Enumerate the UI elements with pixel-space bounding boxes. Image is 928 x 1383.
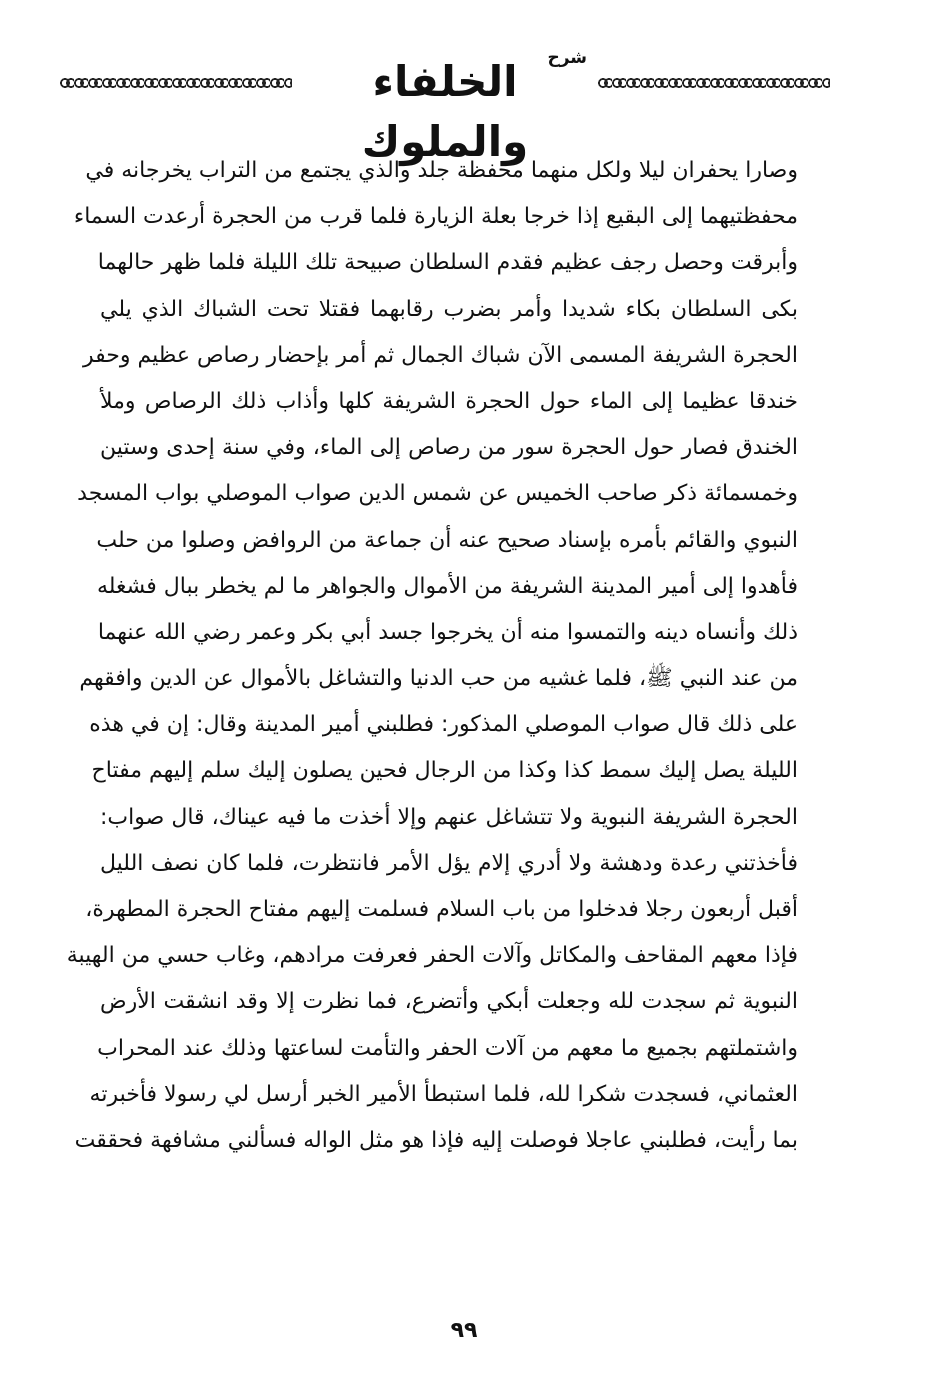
page-number: ٩٩ <box>450 1318 478 1343</box>
text-line: بما رأيت، فطلبني عاجلا فوصلت إليه فإذا هو مثل الواله فسألني مشافهة فحققت <box>74 1127 798 1153</box>
text-line: وصارا يحفران ليلا ولكل منهما محفظة جلد والذي يجتمع من التراب يخرجانه في <box>85 158 798 183</box>
text-line: ذلك وأنساه دينه والتمسوا منه أن يخرجوا جسد أبي بكر وعمر رضي الله عنهما <box>97 619 798 645</box>
text-line: على ذلك قال صواب الموصلي المذكور: فطلبني أمير المدينة وقال: إن في هذه <box>89 712 798 738</box>
header-title-block <box>295 42 595 166</box>
text-line: الحجرة الشريفة النبوية ولا تتشاغل عنهم وإلا أخذت ما فيه عيناك، قال صواب: <box>100 804 798 830</box>
page-header <box>60 42 830 166</box>
text-line: الحجرة الشريفة المسمى الآن شباك الجمال ثم أمر بإحضار رصاص عظيم وحفر <box>83 342 798 368</box>
header-title-prefix: شرح <box>547 48 587 68</box>
text-line: الليلة يصل إليك سمط كذا وكذا من الرجال فحين يصلون إليك سلم إليهم مفتاح <box>91 758 798 784</box>
text-line: فأخذتني رعدة ودهشة ولا أدري إلام يؤل الأمر فانتظرت، فلما كان نصف الليل <box>100 850 798 876</box>
header-ornament-right <box>598 76 830 90</box>
text-line: فإذا معهم المقاحف والمكاتل وآلات الحفر فعرفت مرادهم، وغاب حسي من الهيبة <box>66 943 798 969</box>
text-line: النبوي والقائم بأمره بإسناد صحيح عنه أن جماعة من الروافض وصلوا من حلب <box>96 527 798 553</box>
text-line: النبوية ثم سجدت لله وجعلت أبكي وأتضرع، فما نظرت إلا وقد انشقت الأرض <box>100 989 798 1015</box>
text-line: العثماني، فسجدت شكرا لله، فلما استبطأ الأمير الخبر أرسل لي رسولا فأخبرته <box>89 1081 798 1107</box>
text-line: وأبرقت وحصل رجف عظيم فقدم السلطان صبيحة تلك الليلة فلما ظهر حالهما <box>97 250 798 276</box>
text-line: الخندق فصار حول الحجرة سور من رصاص إلى الماء، وفي سنة إحدى وستين <box>100 435 798 461</box>
text-line: فأهدوا إلى أمير المدينة الشريفة من الأموال والجواهر ما لم يخطر ببال فشغله <box>96 573 798 599</box>
text-line: أقبل أربعون رجلا فدخلوا من باب السلام فسلمت إليهم مفتاح الحجرة المطهرة، <box>85 897 798 922</box>
body-text <box>66 148 798 1164</box>
text-line: وخمسمائة ذكر صاحب الخميس عن شمس الدين صواب الموصلي بواب المسجد <box>77 481 798 507</box>
text-line: بكى السلطان بكاء شديدا وأمر بضرب رقابهما فقتلا تحت الشباك الذي يلي <box>100 296 798 322</box>
text-line: محفظتيهما إلى البقيع إذا خرجا بعلة الزيارة فلما قرب من الحجرة أرعدت السماء <box>73 204 798 230</box>
header-ornament-left <box>60 76 292 90</box>
text-line: واشتملتهم بجميع ما معهم من آلات الحفر والتأمت لساعتها وذلك عند المحراب <box>97 1035 798 1061</box>
header-title: الخلفاء والملوك <box>361 57 529 166</box>
text-line: من عند النبي ﷺ، فلما غشيه من حب الدنيا والتشاغل بالأموال عن الدين وافقهم <box>79 666 798 692</box>
text-line: خندقا عظيما إلى الماء حول الحجرة الشريفة كلها وأذاب ذلك الرصاص وملأ <box>100 388 798 414</box>
